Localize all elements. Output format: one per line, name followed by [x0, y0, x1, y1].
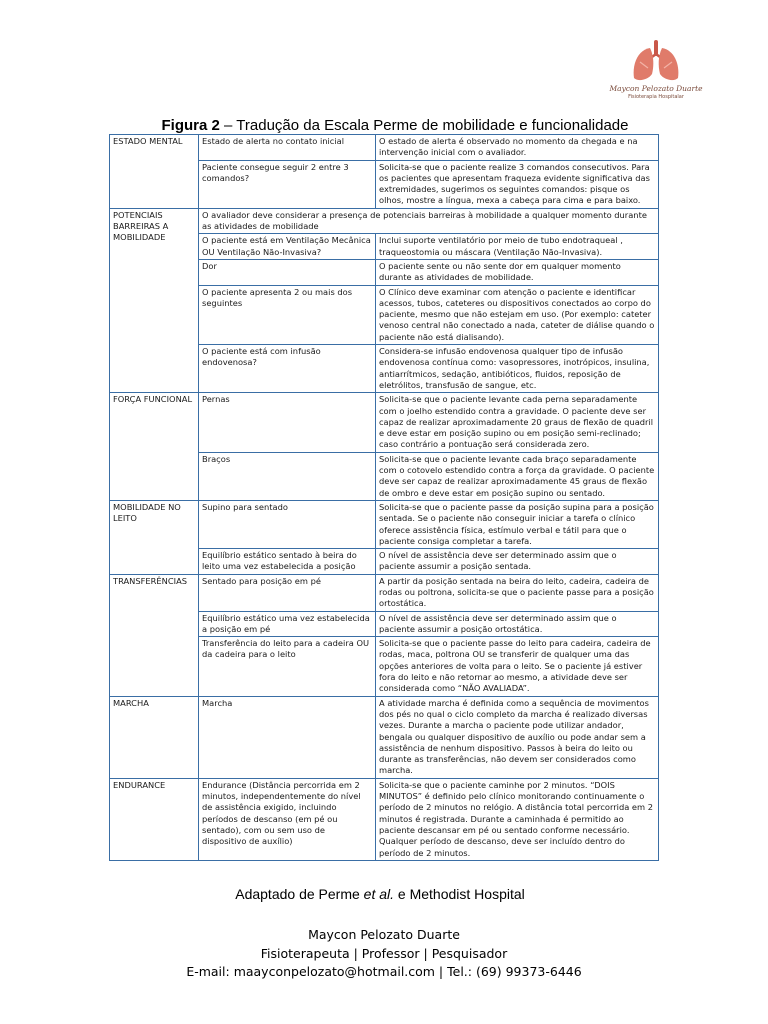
item-cell: Marcha	[199, 696, 376, 778]
item-cell: Supino para sentado	[199, 500, 376, 548]
logo-subtitle: Fisioterapia Hospitalar	[628, 94, 684, 100]
caption-text: Adaptado de Perme	[235, 886, 364, 902]
description-cell: Inclui suporte ventilatório por meio de tubo endotraqueal , traqueostomia ou máscara (Ventilação Não-Invasiva).	[376, 234, 659, 260]
author-roles: Fisioterapeuta | Professor | Pesquisador	[260, 946, 508, 961]
description-cell: Solicita-se que o paciente passe do leito para cadeira, cadeira de rodas, maca, poltrona OU se transferir de qualquer uma das opções anteriores de volta para o leito. Se o paciente já estiver fora do leito e não retornar ao mesmo, a atividade deve ser considerada como “NÃO AVALIADA”.	[376, 637, 659, 696]
author-contact: E-mail: maayconpelozato@hotmail.com | Tel.: (69) 99373-6446	[186, 964, 582, 979]
item-cell: O paciente está com infusão endovenosa?	[199, 345, 376, 393]
category-cell: FORÇA FUNCIONAL	[110, 393, 199, 501]
author-name: Maycon Pelozato Duarte	[308, 927, 460, 942]
category-cell: ESTADO MENTAL	[110, 135, 199, 209]
description-cell: O paciente sente ou não sente dor em qualquer momento durante as atividades de mobilidade.	[376, 259, 659, 285]
category-cell: TRANSFERÊNCIAS	[110, 574, 199, 696]
figure-title-text: – Tradução da Escala Perme de mobilidade e funcionalidade	[219, 117, 629, 134]
table-row	[110, 696, 659, 778]
item-cell: Dor	[199, 259, 376, 285]
description-cell: Solicita-se que o paciente levante cada braço separadamente com o cotovelo estendido contra a força da gravidade. O paciente deve ser capaz de realizar aproximadamente 45 graus de flexão de ombro e deve estar em posição supino ou sentado.	[376, 452, 659, 500]
logo-name: Maycon Pelozato Duarte	[609, 84, 703, 93]
group-intro-cell: O avaliador deve considerar a presença de potenciais barreiras à mobilidade a qualquer momento durante as atividades de mobilidade	[199, 208, 659, 234]
perme-scale-table	[109, 134, 659, 861]
category-cell: MOBILIDADE NO LEITO	[110, 500, 199, 574]
item-cell: Estado de alerta no contato inicial	[199, 135, 376, 161]
item-cell: O paciente está em Ventilação Mecânica OU Ventilação Não-Invasiva?	[199, 234, 376, 260]
description-cell: O Clínico deve examinar com atenção o paciente e identificar acessos, tubos, cateteres ou dispositivos conectados ao corpo do paciente, mesmo que não estejam em uso. (Por exemplo: cateter venoso central não conectado a nada, cateter de diálise quando o paciente não está dialisando).	[376, 285, 659, 344]
item-cell: Equilíbrio estático sentado à beira do leito uma vez estabelecida a posição	[199, 549, 376, 575]
description-cell: Solicita-se que o paciente realize 3 comandos consecutivos. Para os pacientes que apresentam fraqueza evidente significativa das extremidades, sugerimos os seguintes comandos: pisque os olhos, mostre a língua, mexa a cabeça para cima e para baixo.	[376, 160, 659, 208]
table-row	[110, 500, 659, 548]
table-row	[110, 574, 659, 611]
category-cell: ENDURANCE	[110, 778, 199, 860]
lungs-icon	[626, 38, 686, 84]
item-cell: O paciente apresenta 2 ou mais dos seguintes	[199, 285, 376, 344]
description-cell: O nível de assistência deve ser determinado assim que o paciente assumir a posição sentada.	[376, 549, 659, 575]
description-cell: Solicita-se que o paciente levante cada perna separadamente com o joelho estendido contra a gravidade. O paciente deve ser capaz de realizar aproximadamente 20 graus de flexão de quadril e deve estar em posição supino ou em posição semi-reclinado; caso contrário a pontuação será considerada zero.	[376, 393, 659, 452]
description-cell: Solicita-se que o paciente passe da posição supina para a posição sentada. Se o paciente não conseguir iniciar a tarefa o clínico oferece assistência física, estímulo verbal e tátil para que o paciente consiga completar a tarefa.	[376, 500, 659, 548]
description-cell: Considera-se infusão endovenosa qualquer tipo de infusão endovenosa contínua como: vasopressores, inotrópicos, insulina, antiarrítmicos, sedação, antibióticos, fluidos, reposição de eletrólitos, transfusão de sangue, etc.	[376, 345, 659, 393]
item-cell: Transferência do leito para a cadeira OU da cadeira para o leito	[199, 637, 376, 696]
figure-caption	[110, 886, 650, 902]
category-cell: POTENCIAIS BARREIRAS A MOBILIDADE	[110, 208, 199, 392]
description-cell: A partir da posição sentada na beira do leito, cadeira, cadeira de rodas ou poltrona, solicita-se que o paciente passe para a posição ortostática.	[376, 574, 659, 611]
item-cell: Equilíbrio estático uma vez estabelecida a posição em pé	[199, 611, 376, 637]
logo	[606, 38, 706, 108]
item-cell: Pernas	[199, 393, 376, 452]
category-cell: MARCHA	[110, 696, 199, 778]
caption-source: e Methodist Hospital	[394, 886, 525, 902]
caption-italic: et al.	[363, 886, 395, 902]
table-row	[110, 393, 659, 452]
figure-title	[110, 117, 680, 134]
item-cell: Endurance (Distância percorrida em 2 minutos, independentemente do nível de assistência exigido, incluindo períodos de descanso (em pé ou sentado), com ou sem uso de dispositivo de auxílio)	[199, 778, 376, 860]
item-cell: Braços	[199, 452, 376, 500]
item-cell: Paciente consegue seguir 2 entre 3 comandos?	[199, 160, 376, 208]
table-row	[110, 778, 659, 860]
description-cell: A atividade marcha é definida como a sequência de movimentos dos pés no qual o ciclo completo da marcha é realizado diversas vezes. Durante a marcha o paciente pode utilizar andador, bengala ou qualquer dispositivo de auxílio ou pode andar sem a assistência de nenhum dispositivo. Passos à beira do leito ou durante as transferências, não devem ser considerados como marcha.	[376, 696, 659, 778]
table-row	[110, 208, 659, 234]
description-cell: O estado de alerta é observado no momento da chegada e na intervenção inicial com o avaliador.	[376, 135, 659, 161]
item-cell: Sentado para posição em pé	[199, 574, 376, 611]
table-row	[110, 135, 659, 161]
figure-label: Figura 2	[161, 117, 220, 134]
description-cell: O nível de assistência deve ser determinado assim que o paciente assumir a posição ortostática.	[376, 611, 659, 637]
description-cell: Solicita-se que o paciente caminhe por 2 minutos. “DOIS MINUTOS” é definido pelo clínico monitorando continuamente o período de 2 minutos no relógio. A distância total percorrida em 2 minutos é registrada. Durante a caminhada é permitido ao paciente descansar em pé ou sentado conforme necessário. Qualquer período de descanso, deve ser incluído dentro do período de 2 minutos.	[376, 778, 659, 860]
